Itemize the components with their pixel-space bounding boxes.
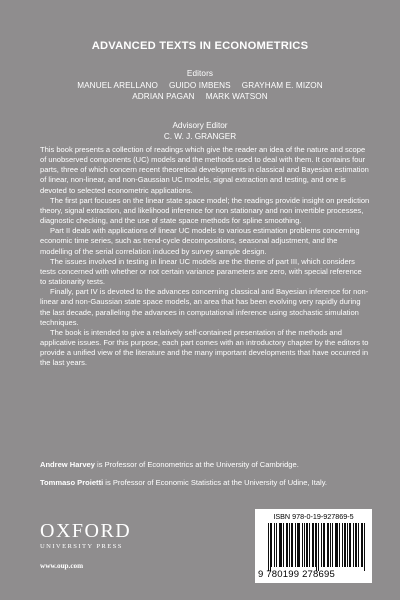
editors-row-1: [0, 80, 400, 92]
barcode-bar: [345, 523, 346, 567]
barcode-bar: [335, 523, 336, 567]
barcode-bar: [353, 523, 354, 567]
barcode-bar: [321, 523, 322, 567]
author-bio: [40, 460, 370, 470]
description-paragraph: This book presents a collection of readings which give the reader an idea of the nature and scope of unobserved components (UC) models and the methods used to deal with them. It contains four parts, three of which concern recent theoretical developments in classical and Bayesian estimation of linear, non-linear, and non-Gaussian UC models, signal extraction and testing, and one is devoted to selected econometric applications.: [40, 145, 369, 195]
barcode-bar: [362, 523, 363, 567]
barcode-bar: [298, 523, 299, 567]
barcode-bar: [302, 523, 303, 567]
barcode-bar: [307, 523, 308, 567]
barcode-bar: [336, 523, 337, 567]
editor-name: MARK WATSON: [205, 92, 268, 101]
barcode-digits: 9 780199 278695: [258, 569, 335, 580]
barcode-bar: [349, 523, 350, 567]
editor-name: GRAYHAM E. MIZON: [241, 80, 323, 90]
barcode-bar: [279, 523, 280, 567]
description-paragraph: The issues involved in testing in linear UC models are the theme of part III, which considers tests concerned with whether or not certain variance parameters are zero, with special reference to stationarity tests.: [40, 256, 362, 287]
barcode-bar: [358, 523, 359, 567]
barcode-bar: [350, 523, 351, 567]
barcode-bar: [361, 523, 362, 567]
barcode-bar: [289, 523, 290, 567]
series-title: ADVANCED TEXTS IN ECONOMETRICS: [91, 40, 309, 52]
barcode-box: [255, 509, 372, 583]
barcode-bar: [299, 523, 300, 567]
barcode-bar: [292, 523, 293, 567]
barcode-bar: [306, 523, 307, 567]
barcode-bar: [323, 523, 324, 567]
barcode-bar: [291, 523, 292, 567]
barcode-bar: [297, 523, 298, 567]
book-description: [40, 145, 370, 368]
barcode-bar: [295, 523, 296, 567]
editor-name: MANUEL ARELLANO: [77, 80, 159, 90]
barcode-bar: [283, 523, 284, 567]
author-bio: [40, 478, 370, 488]
barcode-bar: [332, 523, 333, 567]
barcode-bar: [268, 523, 269, 571]
advisory-name: C. W. J. GRANGER: [163, 132, 237, 141]
barcode-bar: [274, 523, 275, 567]
barcode-icon: [268, 523, 366, 571]
barcode-bar: [276, 523, 277, 567]
editor-name: GUIDO IMBENS: [169, 80, 231, 90]
barcode-bar: [364, 523, 365, 571]
barcode-bar: [312, 523, 313, 567]
barcode-bar: [287, 523, 288, 567]
barcode-bar: [355, 523, 356, 567]
barcode-bar: [318, 523, 319, 571]
editor-name: ADRIAN PAGAN: [132, 92, 195, 101]
barcode-bar: [309, 523, 310, 567]
barcode-bar: [330, 523, 331, 567]
author-bios: [40, 460, 370, 496]
barcode-bar: [316, 523, 317, 571]
barcode-bar: [356, 523, 357, 567]
author-bio-text: is Professor of Econometrics at the University of Cambridge.: [94, 460, 299, 469]
barcode-bar: [347, 523, 348, 567]
publisher-logo-subtitle: UNIVERSITY PRESS: [40, 543, 123, 550]
editors-heading: Editors: [186, 69, 214, 78]
description-paragraph: Finally, part IV is devoted to the advances concerning classical and Bayesian inference for non-linear and non-Gaussian state space models, an area that has been evolving very rapidly during the last decade, paralleling the advances in computational inference using stochastic simulation techniques.: [40, 287, 369, 327]
barcode-bar: [328, 523, 329, 567]
barcode-bar: [304, 523, 305, 567]
advisory-heading: Advisory Editor: [172, 121, 228, 130]
isbn-label: ISBN 978-0-19-927869-5: [273, 512, 354, 521]
barcode-bar: [270, 523, 271, 571]
barcode-bar: [342, 523, 343, 567]
barcode-bar: [286, 523, 287, 567]
barcode-bar: [337, 523, 338, 567]
barcode-bar: [315, 523, 316, 567]
barcode-bar: [344, 523, 345, 567]
barcode-bar: [327, 523, 328, 567]
author-bio-text: is Professor of Economic Statistics at the University of Udine, Italy.: [103, 478, 328, 488]
barcode-bar: [339, 523, 340, 567]
barcode-bar: [280, 523, 281, 567]
editors-block: [0, 68, 400, 103]
description-paragraph: The book is intended to give a relatively self-contained presentation of the methods and applicative issues. For this purpose, each part comes with an introductory chapter by the editors to provide a unified view of the literature and the many important developments that have occurred in the last years.: [40, 327, 369, 368]
publisher-logo-name: OXFORD: [40, 520, 132, 542]
editors-row-2: [0, 91, 400, 103]
barcode-bar: [271, 523, 272, 567]
barcode-bar: [313, 523, 314, 567]
author-name: Andrew Harvey: [40, 460, 95, 469]
barcode-bar: [324, 523, 325, 567]
publisher-website: www.oup.com: [40, 562, 84, 570]
advisory-editor-block: [0, 120, 400, 142]
description-paragraph: Part II deals with applications of linear UC models to various estimation problems concerning economic time series, such as trend-cycle decompositions, seasonal adjustment, and the modelling of the serial correlation induced by survey sample design.: [40, 226, 360, 256]
author-name: Tommaso Proietti: [40, 478, 104, 488]
publisher-logo: [40, 521, 140, 550]
barcode-bar: [281, 523, 282, 567]
description-paragraph: The first part focuses on the linear state space model; the readings provide insight on prediction theory, signal extraction, and likelihood inference for non stationary and non invertible processes, diagnostic checking, and the use of state space methods for spline smoothing.: [40, 195, 370, 226]
